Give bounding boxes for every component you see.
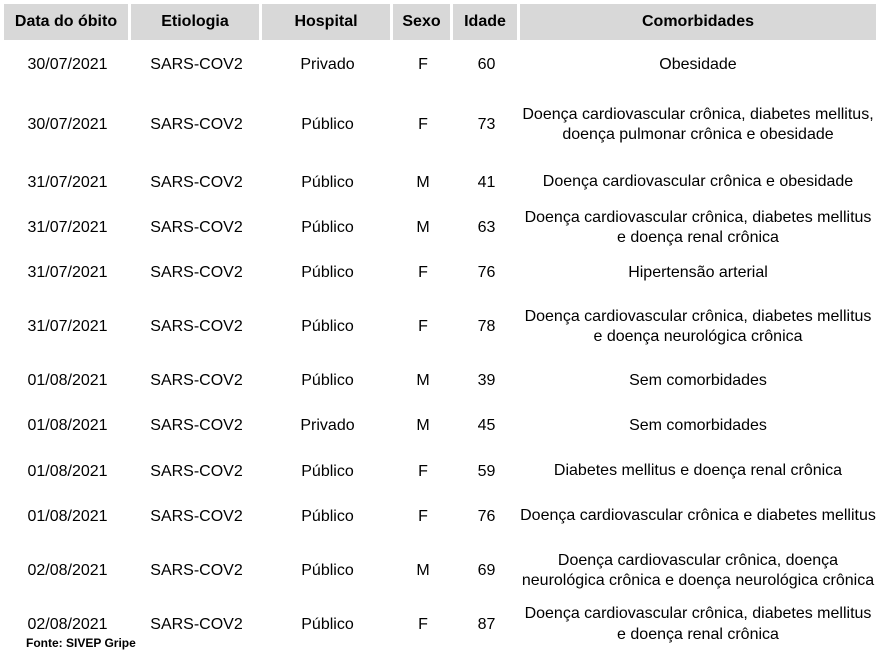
source-note: Fonte: SIVEP Gripe bbox=[26, 636, 136, 650]
cell-etiology: SARS-COV2 bbox=[150, 615, 243, 633]
cell-age: 69 bbox=[477, 562, 496, 579]
cell-comorbidities: Sem comorbidades bbox=[629, 371, 767, 389]
cell-age: 60 bbox=[477, 56, 496, 73]
cell-hospital: Público bbox=[301, 116, 354, 133]
cell-hospital: Público bbox=[301, 615, 354, 633]
cell-hospital: Público bbox=[301, 372, 354, 389]
header-etiology: Etiologia bbox=[131, 4, 262, 40]
header-hospital: Hospital bbox=[262, 4, 393, 40]
cell-etiology: SARS-COV2 bbox=[150, 417, 243, 434]
cell-date: 01/08/2021 bbox=[27, 372, 108, 389]
table-row bbox=[4, 40, 876, 90]
cell-comorbidities: Doença cardiovascular crônica, diabetes mellitus e doença renal crônica bbox=[524, 208, 872, 246]
cell-date: 31/07/2021 bbox=[27, 318, 108, 335]
header-comorbidities: Comorbidades bbox=[520, 4, 876, 40]
cell-hospital: Público bbox=[301, 264, 354, 281]
cell-hospital: Privado bbox=[300, 417, 355, 434]
cell-date: 02/08/2021 bbox=[27, 615, 108, 633]
cell-age: 63 bbox=[477, 219, 496, 236]
cell-sex: F bbox=[418, 116, 428, 133]
cell-date: 31/07/2021 bbox=[27, 219, 108, 236]
cell-etiology: SARS-COV2 bbox=[150, 318, 243, 335]
cell-etiology: SARS-COV2 bbox=[150, 372, 243, 389]
table-row bbox=[4, 160, 876, 205]
header-age: Idade bbox=[453, 4, 520, 40]
table-row bbox=[4, 494, 876, 539]
cell-sex: M bbox=[416, 417, 430, 434]
cell-age: 76 bbox=[477, 507, 496, 525]
cell-comorbidities: Doença cardiovascular crônica, diabetes mellitus e doença neurológica crônica bbox=[524, 307, 872, 345]
cell-hospital: Público bbox=[301, 219, 354, 236]
cell-hospital: Público bbox=[301, 507, 354, 525]
cell-etiology: SARS-COV2 bbox=[150, 507, 243, 525]
cell-etiology: SARS-COV2 bbox=[150, 173, 243, 191]
cell-date: 31/07/2021 bbox=[27, 173, 108, 191]
cell-age: 45 bbox=[477, 417, 496, 434]
cell-comorbidities: Doença cardiovascular crônica e diabetes mellitus bbox=[520, 507, 876, 525]
header-sex: Sexo bbox=[393, 4, 453, 40]
cell-sex: F bbox=[418, 56, 428, 73]
table-row bbox=[4, 359, 876, 403]
cell-comorbidities: Doença cardiovascular crônica, diabetes mellitus, doença pulmonar crônica e obesidade bbox=[522, 105, 874, 143]
table-row bbox=[4, 90, 876, 160]
cell-date: 01/08/2021 bbox=[27, 462, 108, 480]
cell-sex: M bbox=[416, 219, 430, 236]
cell-hospital: Privado bbox=[300, 56, 355, 73]
cell-date: 30/07/2021 bbox=[27, 56, 108, 73]
cell-hospital: Público bbox=[301, 462, 354, 480]
cell-date: 02/08/2021 bbox=[27, 562, 108, 579]
cell-comorbidities: Sem comorbidades bbox=[629, 416, 767, 434]
table-row bbox=[4, 295, 876, 359]
cell-date: 01/08/2021 bbox=[27, 417, 108, 434]
cell-date: 01/08/2021 bbox=[27, 507, 108, 525]
cell-hospital: Público bbox=[301, 173, 354, 191]
table-row bbox=[4, 403, 876, 449]
cell-comorbidities: Doença cardiovascular crônica e obesidade bbox=[542, 173, 854, 191]
cell-comorbidities: Obesidade bbox=[659, 55, 737, 73]
cell-age: 41 bbox=[477, 173, 496, 191]
cell-sex: F bbox=[418, 264, 428, 281]
cell-date: 31/07/2021 bbox=[27, 264, 108, 281]
table-row bbox=[4, 205, 876, 251]
cell-sex: M bbox=[416, 173, 430, 191]
cell-etiology: SARS-COV2 bbox=[150, 219, 243, 236]
cell-age: 78 bbox=[477, 318, 496, 335]
cell-etiology: SARS-COV2 bbox=[150, 116, 243, 133]
cell-age: 73 bbox=[477, 116, 496, 133]
table-row bbox=[4, 449, 876, 494]
header-date: Data do óbito bbox=[4, 4, 131, 40]
table-body bbox=[4, 40, 876, 646]
cell-hospital: Público bbox=[301, 562, 354, 579]
cell-age: 59 bbox=[477, 462, 496, 480]
cell-age: 76 bbox=[477, 264, 496, 281]
cell-age: 39 bbox=[477, 372, 496, 389]
table-row bbox=[4, 539, 876, 603]
cell-date: 30/07/2021 bbox=[27, 116, 108, 133]
cell-comorbidities: Doença cardiovascular crônica, doença neurológica crônica e doença neurológica crônica bbox=[521, 551, 875, 589]
cell-sex: F bbox=[418, 462, 428, 480]
cell-sex: F bbox=[418, 507, 428, 525]
cell-hospital: Público bbox=[301, 318, 354, 335]
cell-etiology: SARS-COV2 bbox=[150, 562, 243, 579]
cell-sex: F bbox=[418, 615, 428, 633]
cell-sex: M bbox=[416, 372, 430, 389]
cell-sex: F bbox=[418, 318, 428, 335]
cell-comorbidities: Diabetes mellitus e doença renal crônica bbox=[553, 462, 843, 480]
cell-etiology: SARS-COV2 bbox=[150, 462, 243, 480]
deaths-table-container bbox=[4, 4, 876, 646]
deaths-table bbox=[4, 4, 876, 646]
cell-etiology: SARS-COV2 bbox=[150, 264, 243, 281]
cell-comorbidities: Doença cardiovascular crônica, diabetes mellitus e doença renal crônica bbox=[524, 605, 872, 643]
table-row bbox=[4, 251, 876, 295]
cell-sex: M bbox=[416, 562, 430, 579]
cell-comorbidities: Hipertensão arterial bbox=[628, 263, 768, 281]
cell-etiology: SARS-COV2 bbox=[150, 56, 243, 73]
cell-age: 87 bbox=[477, 615, 496, 633]
table-header bbox=[4, 4, 876, 40]
